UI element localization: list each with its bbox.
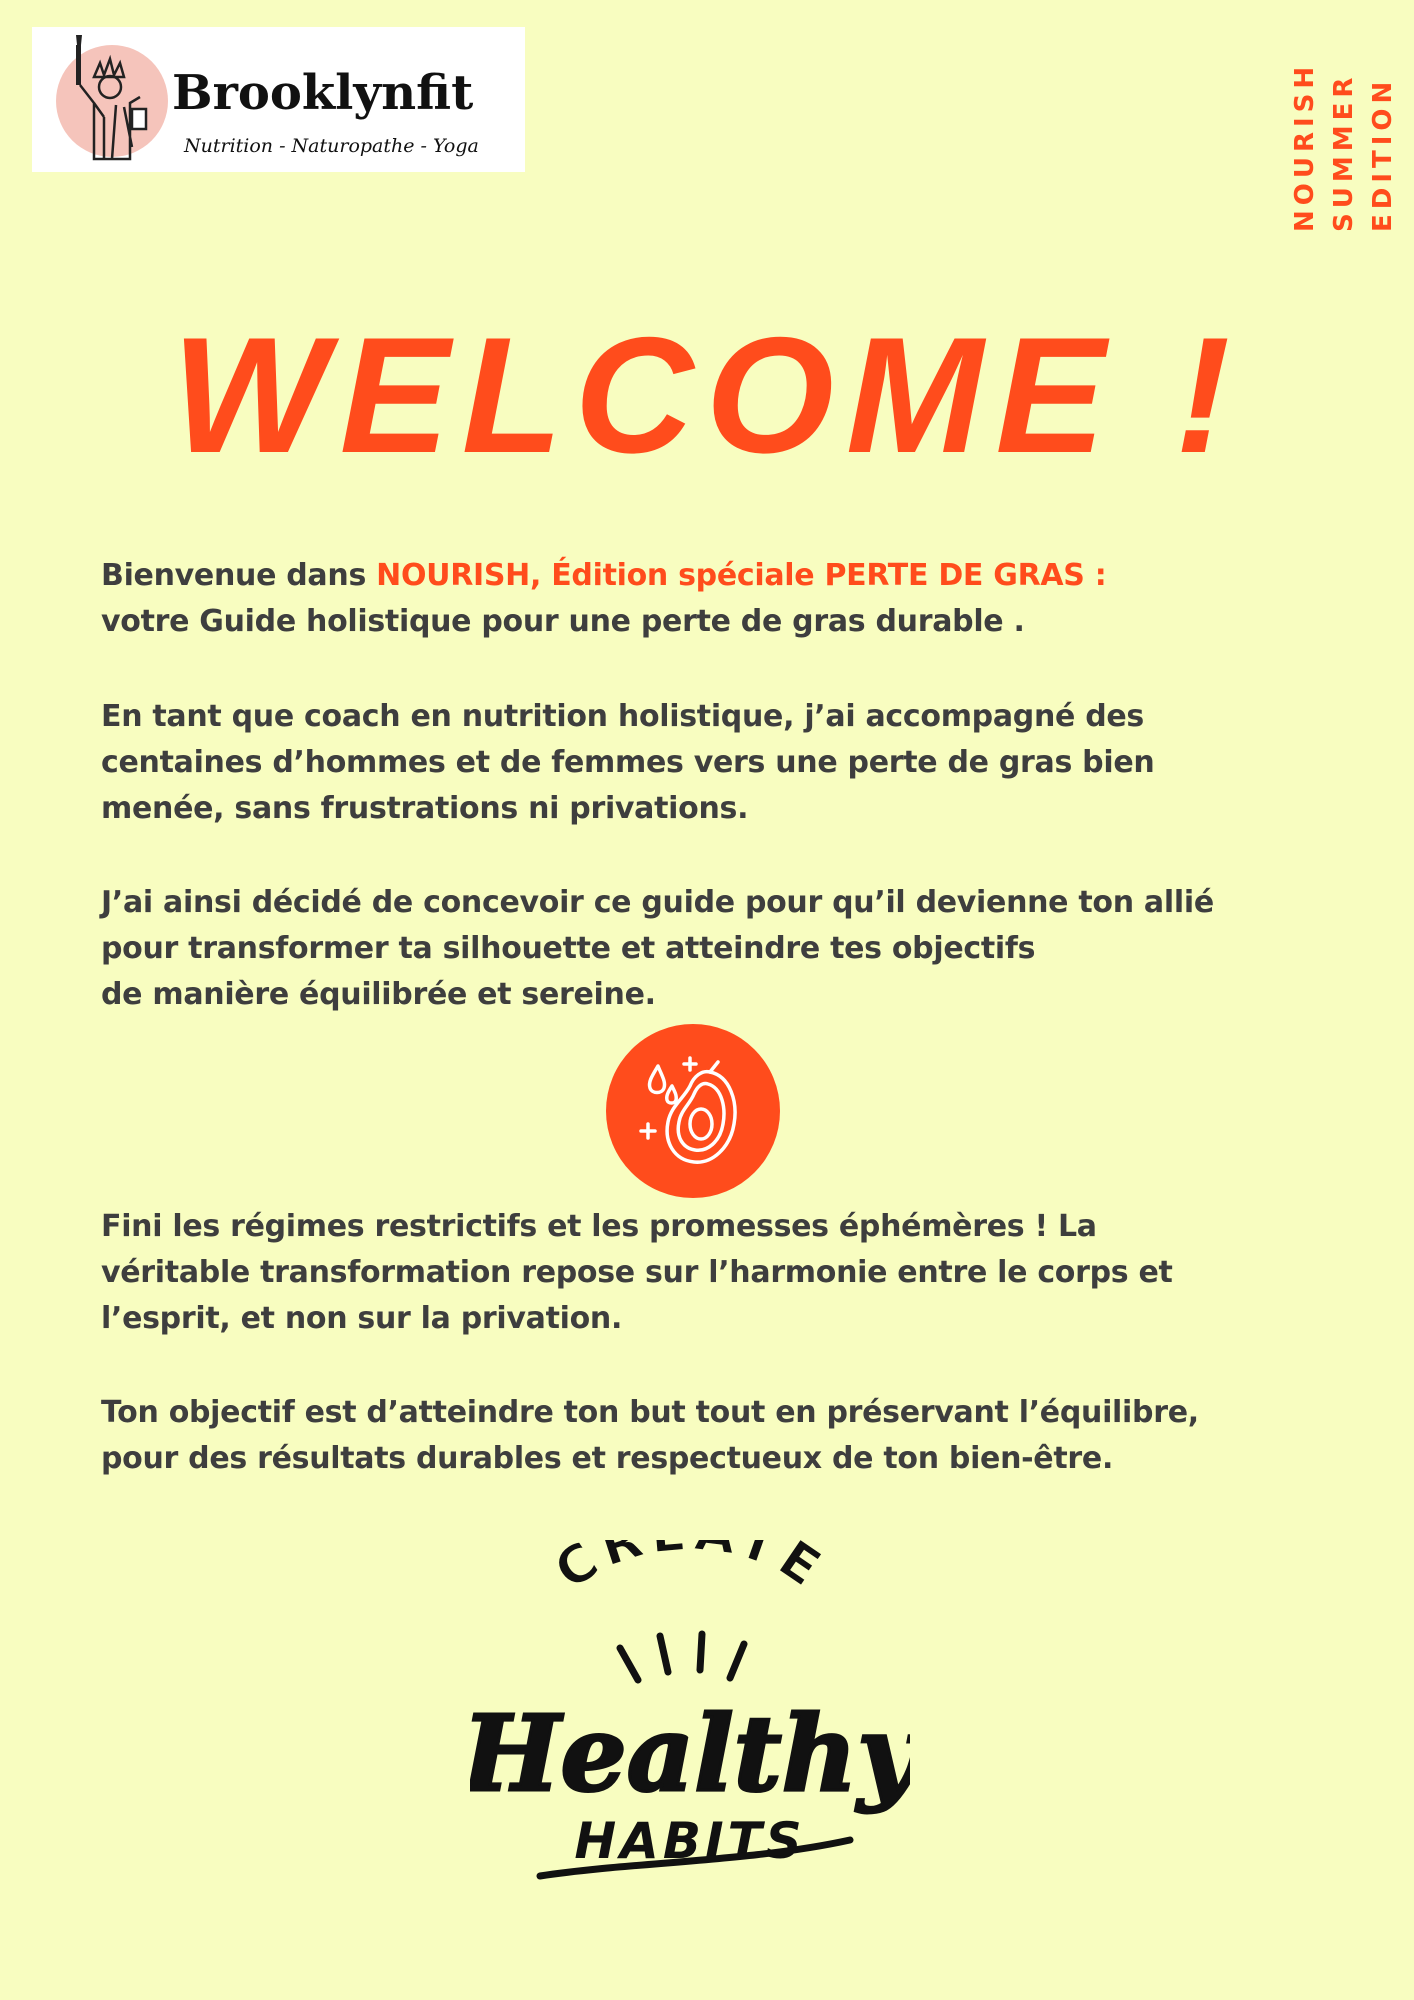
intro-prefix: Bienvenue dans [101, 558, 377, 593]
brand-tagline: Nutrition - Naturopathe - Yoga [184, 135, 479, 157]
page-title: WELCOME ! [171, 303, 1243, 487]
paragraph-line: de manière équilibrée et sereine. [101, 977, 656, 1012]
brand-logo [32, 27, 525, 172]
intro-paragraph [101, 553, 1351, 645]
avocado-water-drops-icon [606, 1024, 780, 1198]
intro-line-1 [101, 553, 1351, 599]
paragraph-restrictions [101, 1204, 1351, 1342]
art-word-healthy: Healthy [470, 1692, 910, 1815]
brand-name: Brooklynfit [172, 65, 474, 121]
intro-highlight: NOURISH, Édition spéciale PERTE DE GRAS : [376, 558, 1107, 593]
edition-label [1288, 52, 1398, 232]
intro-line-2: votre Guide holistique pour une perte de gras durable . [101, 604, 1025, 639]
edition-line-2: SUMMER [1329, 72, 1359, 232]
paragraph-line: J’ai ainsi décidé de concevoir ce guide pour qu’il devienne ton allié [101, 885, 1214, 920]
paragraph-line: centaines d’hommes et de femmes vers une perte de gras bien [101, 745, 1155, 780]
paragraph-coach [101, 694, 1351, 832]
art-word-habits: HABITS [574, 1812, 806, 1870]
edition-line-1: NOURISH [1290, 61, 1320, 232]
statue-of-liberty-icon [32, 27, 525, 172]
paragraph-line: pour transformer ta silhouette et atteindre tes objectifs [101, 931, 1036, 966]
create-healthy-habits-illustration [470, 1540, 910, 1900]
art-word-create: CR TE [544, 1540, 836, 1602]
paragraph-guide [101, 880, 1351, 1018]
paragraph-line: pour des résultats durables et respectueux de ton bien-être. [101, 1441, 1114, 1476]
paragraph-line: En tant que coach en nutrition holistique, j’ai accompagné des [101, 699, 1144, 734]
edition-line-3: EDITION [1368, 76, 1398, 232]
paragraph-line: véritable transformation repose sur l’harmonie entre le corps et [101, 1255, 1173, 1290]
paragraph-line: Ton objectif est d’atteindre ton but tout en préservant l’équilibre, [101, 1395, 1199, 1430]
paragraph-objective [101, 1390, 1351, 1482]
paragraph-line: l’esprit, et non sur la privation. [101, 1301, 623, 1336]
paragraph-line: menée, sans frustrations ni privations. [101, 791, 749, 826]
paragraph-line: Fini les régimes restrictifs et les promesses éphémères ! La [101, 1209, 1097, 1244]
